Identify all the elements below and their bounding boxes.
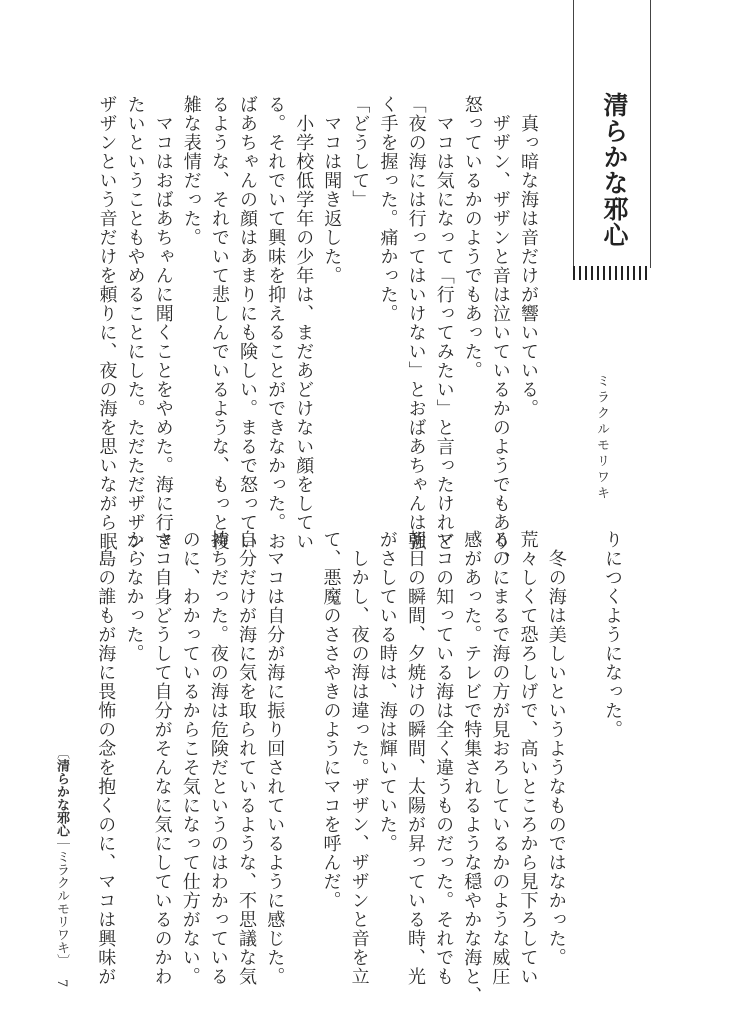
text-line: 怒っているかのようでもあった。	[461, 95, 483, 380]
text-line: 雑な表情だった。	[180, 95, 202, 247]
story-title: 清らかな邪心	[600, 92, 629, 248]
text-line: 感があった。テレビで特集されるような穏やかな海と、	[461, 530, 483, 1005]
text-line: 真っ暗な海は音だけが響いている。	[518, 95, 539, 418]
text-line: 持ちだった。夜の海は危険だというのはわかっている	[207, 530, 229, 986]
text-line: たいということもやめることにした。ただただザザン、	[124, 95, 146, 570]
text-line: マコは自分が海に振り回されているように感じた。	[264, 530, 286, 986]
text-line: 荒々しくて恐ろしげで、高いところから見下ろしてい	[517, 530, 539, 986]
text-line: マコの知っている海は全く違うものだった。それでも	[433, 530, 455, 986]
text-line: マコ自身どうして自分がそんなに気にしているのかわ	[151, 530, 173, 986]
text-line: からなかった。	[123, 530, 145, 663]
text-line: マコはおばあちゃんに聞くことをやめた。海に行き	[152, 95, 174, 551]
text-line: 「どうして」	[349, 95, 371, 209]
page-number: 7	[54, 979, 69, 988]
text-line: りにつくようになった。	[602, 530, 623, 739]
text-line: しかし、夜の海は違った。ザザン、ザザンと音を立	[348, 530, 370, 986]
text-line: 小学校低学年の少年は、まだあどけない顔をしてい	[293, 95, 315, 551]
text-line: るのにまるで海の方が見おろしているかのような威圧	[489, 530, 511, 986]
footer-author: ミラクルモリワキ	[54, 850, 69, 954]
text-line: 自分だけが海に気を取られているような、不思議な気	[236, 530, 258, 986]
text-line: る。それでいて興味を抑えることができなかった。お	[265, 95, 287, 551]
text-line: るような、それでいて悲しんでいるような、もっと複	[208, 95, 230, 551]
text-line: マコは聞き返した。	[321, 95, 343, 285]
text-line: て、悪魔のささやきのようにマコを呼んだ。	[320, 530, 342, 910]
text-line: 「夜の海には行ってはいけない」とおばあちゃんは強	[405, 95, 427, 551]
text-line: ばあちゃんの顔はあまりにも険しい。まるで怒ってい	[237, 95, 258, 551]
text-line: ザザンという音だけを頼りに、夜の海を思いながら眠	[96, 95, 118, 551]
text-line: 冬の海は美しいというようなものではなかった。	[545, 530, 567, 967]
story-author: ミラクルモリワキ	[594, 374, 609, 502]
footer-separator: ｜	[54, 837, 69, 850]
running-footer	[52, 746, 71, 987]
text-line: マコは気になって「行ってみたい」と言ったけれど	[433, 95, 455, 551]
title-hatch-decoration	[573, 266, 651, 280]
text-line: く手を握った。痛かった。	[377, 95, 399, 323]
text-line: 島の誰もが海に畏怖の念を抱くのに、マコは興味が	[95, 530, 117, 986]
footer-title: 清らかな邪心	[54, 759, 69, 837]
text-line: ザザン、ザザンと音は泣いているかのようでもあり、	[489, 95, 511, 570]
text-line: がさしている時は、海は輝いていた。	[376, 530, 398, 853]
text-line: のに、わかっているからこそ気になって仕方がない。	[179, 530, 201, 986]
text-line: 朝日の瞬間、夕焼けの瞬間、太陽が昇っている時、光	[404, 530, 426, 986]
footer-close-bracket: 〕	[54, 954, 69, 967]
footer-open-bracket: 〔	[54, 746, 69, 759]
